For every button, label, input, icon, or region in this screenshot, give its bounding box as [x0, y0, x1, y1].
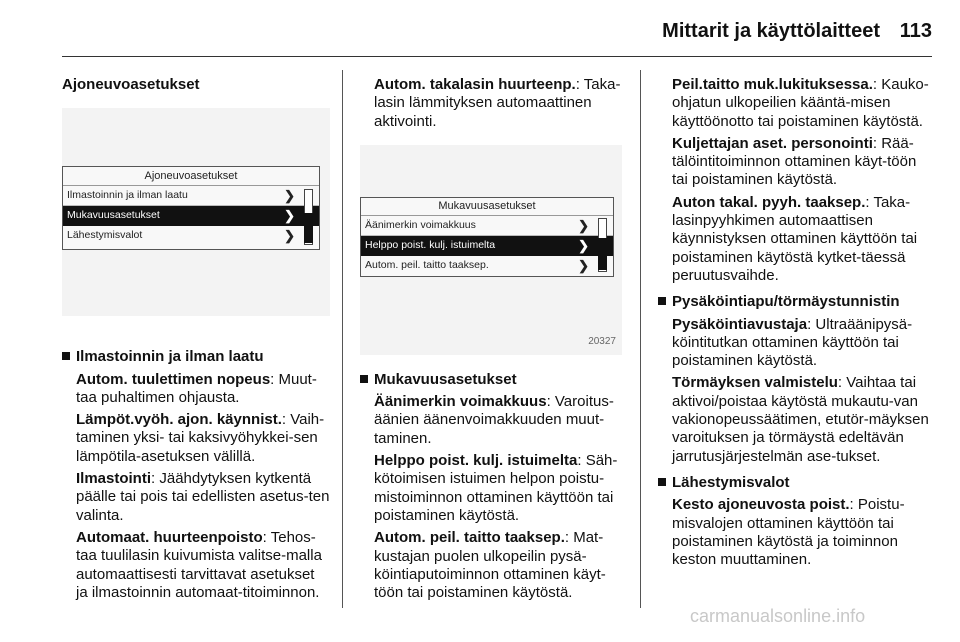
- chevron-right-icon: ❯: [578, 237, 589, 253]
- setting-term: Peil.taitto muk.lukituksessa.: [672, 76, 873, 93]
- chevron-right-icon: ❯: [284, 208, 295, 224]
- setting-description: : Tehos-taa tuulilasin kuivumista valitse-malla automaattisesti tarvittavat asetukset ja ilmastoinnin automaat-titoiminnon.: [76, 528, 322, 601]
- setting-entry: [360, 529, 622, 602]
- scrollbar-thumb: [598, 238, 607, 270]
- setting-description: : Muut-taa puhaltimen ohjausta.: [76, 370, 317, 406]
- bullet-heading: [62, 348, 330, 366]
- setting-description: : Ultraäänipysä-köintitutkan ottaminen käyttöön tai poistaminen käytöstä.: [672, 315, 913, 370]
- bullet-heading: [658, 293, 932, 311]
- screen-row-selected: [361, 236, 613, 256]
- section-title: Ajoneuvoasetukset: [62, 76, 200, 93]
- setting-entry: [360, 76, 622, 131]
- setting-description: : Rää-tälöintitoiminnon ottaminen käyt-töön tai poistaminen käytöstä.: [672, 134, 917, 189]
- setting-term: Autom. takalasin huurteenp.: [374, 76, 576, 93]
- bullet-square-icon: [658, 478, 666, 486]
- screen-title: Mukavuusasetukset: [361, 198, 613, 216]
- setting-term: Pysäköintiavustaja: [672, 315, 808, 333]
- setting-entry: [62, 470, 330, 525]
- setting-term: Autom. peil. taitto taaksep.: [374, 529, 565, 547]
- setting-term: Ilmastointi: [76, 470, 152, 488]
- setting-entry: [658, 194, 932, 285]
- setting-entry: [360, 452, 622, 525]
- setting-term: Kesto ajoneuvosta poist.: [672, 496, 850, 514]
- column-divider-2: [640, 70, 641, 608]
- setting-description: : Varoitus-äänien äänenvoimakkuuden muut-taminen.: [374, 393, 614, 447]
- screen-row: [63, 186, 319, 206]
- screen-row: [361, 256, 613, 275]
- setting-description: : Kauko-ohjatun ulkopeilien kääntä-misen käyttöönotto tai poistaminen käytöstä.: [672, 76, 929, 130]
- screen-row-selected: [63, 206, 319, 226]
- setting-entry: [62, 411, 330, 466]
- setting-entry: [658, 374, 932, 465]
- screen-row-label: Äänimerkin voimakkuus: [365, 218, 476, 231]
- setting-term: Automaat. huurteenpoisto: [76, 528, 263, 546]
- screen-row-label: Autom. peil. taitto taaksep.: [365, 258, 489, 271]
- scrollbar-thumb: [304, 213, 313, 243]
- figure-vehicle-settings: [62, 108, 330, 316]
- setting-term: Helppo poist. kulj. istuimelta: [374, 452, 578, 470]
- setting-description: : Vaih-taminen yksi- tai kaksivyöhykkei-sen lämpötila-asetuksen välillä.: [76, 411, 325, 465]
- screen-row-label: Mukavuusasetukset: [67, 209, 160, 222]
- bullet-square-icon: [658, 297, 666, 305]
- screen-row-label: Lähestymisvalot: [67, 229, 143, 242]
- screen-row-label: Helppo poist. kulj. istuimelta: [365, 238, 496, 251]
- setting-entry: [658, 496, 932, 569]
- chevron-right-icon: ❯: [284, 228, 295, 244]
- bullet-label: Pysäköintiapu/törmäystunnistin: [672, 293, 900, 311]
- screen-row: [361, 216, 613, 236]
- setting-entry: [658, 316, 932, 371]
- bullet-square-icon: [360, 375, 368, 383]
- bullet-label: Ilmastoinnin ja ilman laatu: [76, 348, 264, 366]
- setting-entry: [658, 135, 932, 190]
- bullet-heading: [658, 474, 932, 492]
- chevron-right-icon: ❯: [578, 257, 589, 273]
- setting-description: : Jäähdytyksen kytkentä päälle tai pois tai edellisten asetus-ten valinta.: [76, 470, 330, 524]
- setting-entry: [62, 371, 330, 408]
- bullet-label: Lähestymisvalot: [672, 473, 790, 491]
- setting-description: : Taka-lasinpyyhkimen automaattisen käynnistyksen ottaminen käyttöön tai poistaminen käytöstä kytket-täessä peruutusvaihde.: [672, 193, 918, 284]
- setting-description: : Mat-kustajan puolen ulkopeilin pysä-köintiaputoiminnon ottaminen käyt-töön tai poistaminen käytöstä.: [374, 529, 606, 602]
- setting-description: : Vaihtaa tai aktivoi/poistaa käytöstä mukautu-van vakionopeussäätimen, etutör-mäyksen varoituksen ja törmäystä edeltävän jarrutusjärjestelmän ase-tukset.: [672, 374, 929, 465]
- figure-comfort-settings: [360, 145, 622, 355]
- column-2: [360, 70, 622, 602]
- display-screen: [62, 166, 320, 250]
- chevron-right-icon: ❯: [284, 188, 295, 204]
- screen-row: [63, 226, 319, 245]
- bullet-label: Mukavuusasetukset: [374, 370, 517, 388]
- display-screen: [360, 197, 614, 277]
- watermark: carmanualsonline.info: [690, 606, 866, 626]
- figure-number: 20327: [588, 335, 616, 347]
- bullet-square-icon: [62, 352, 70, 360]
- setting-description: : Taka-lasin lämmityksen automaattinen aktivointi.: [374, 76, 621, 130]
- screen-row-label: Ilmastoinnin ja ilman laatu: [67, 189, 188, 202]
- screen-title: Ajoneuvoasetukset: [63, 167, 319, 186]
- setting-description: : Poistu-misvalojen ottaminen käyttöön tai poistaminen käytöstä ja toiminnon keston muuttaminen.: [672, 496, 905, 569]
- bullet-heading: [360, 371, 622, 389]
- column-1: [62, 70, 330, 602]
- page-header-title: Mittarit ja käyttölaitteet: [662, 20, 880, 42]
- setting-term: Lämpöt.vyöh. ajon. käynnist.: [76, 411, 282, 429]
- column-3: [658, 70, 932, 569]
- setting-term: Autom. tuulettimen nopeus: [76, 370, 271, 388]
- setting-term: Kuljettajan aset. personointi: [672, 134, 873, 152]
- header-divider: [62, 56, 932, 57]
- setting-term: Auton takal. pyyh. taaksep.: [672, 193, 866, 211]
- setting-entry: [658, 76, 932, 131]
- chevron-right-icon: ❯: [578, 217, 589, 233]
- page-number: 113: [899, 20, 932, 42]
- setting-entry: [360, 393, 622, 448]
- column-divider-1: [342, 70, 343, 608]
- setting-entry: [62, 529, 330, 602]
- setting-description: : Säh-kötoimisen istuimen helpon poistu-mistoiminnon ottaminen käyttöön tai poistaminen käytöstä.: [374, 452, 618, 524]
- setting-term: Törmäyksen valmistelu: [672, 374, 838, 392]
- setting-term: Äänimerkin voimakkuus: [374, 393, 547, 411]
